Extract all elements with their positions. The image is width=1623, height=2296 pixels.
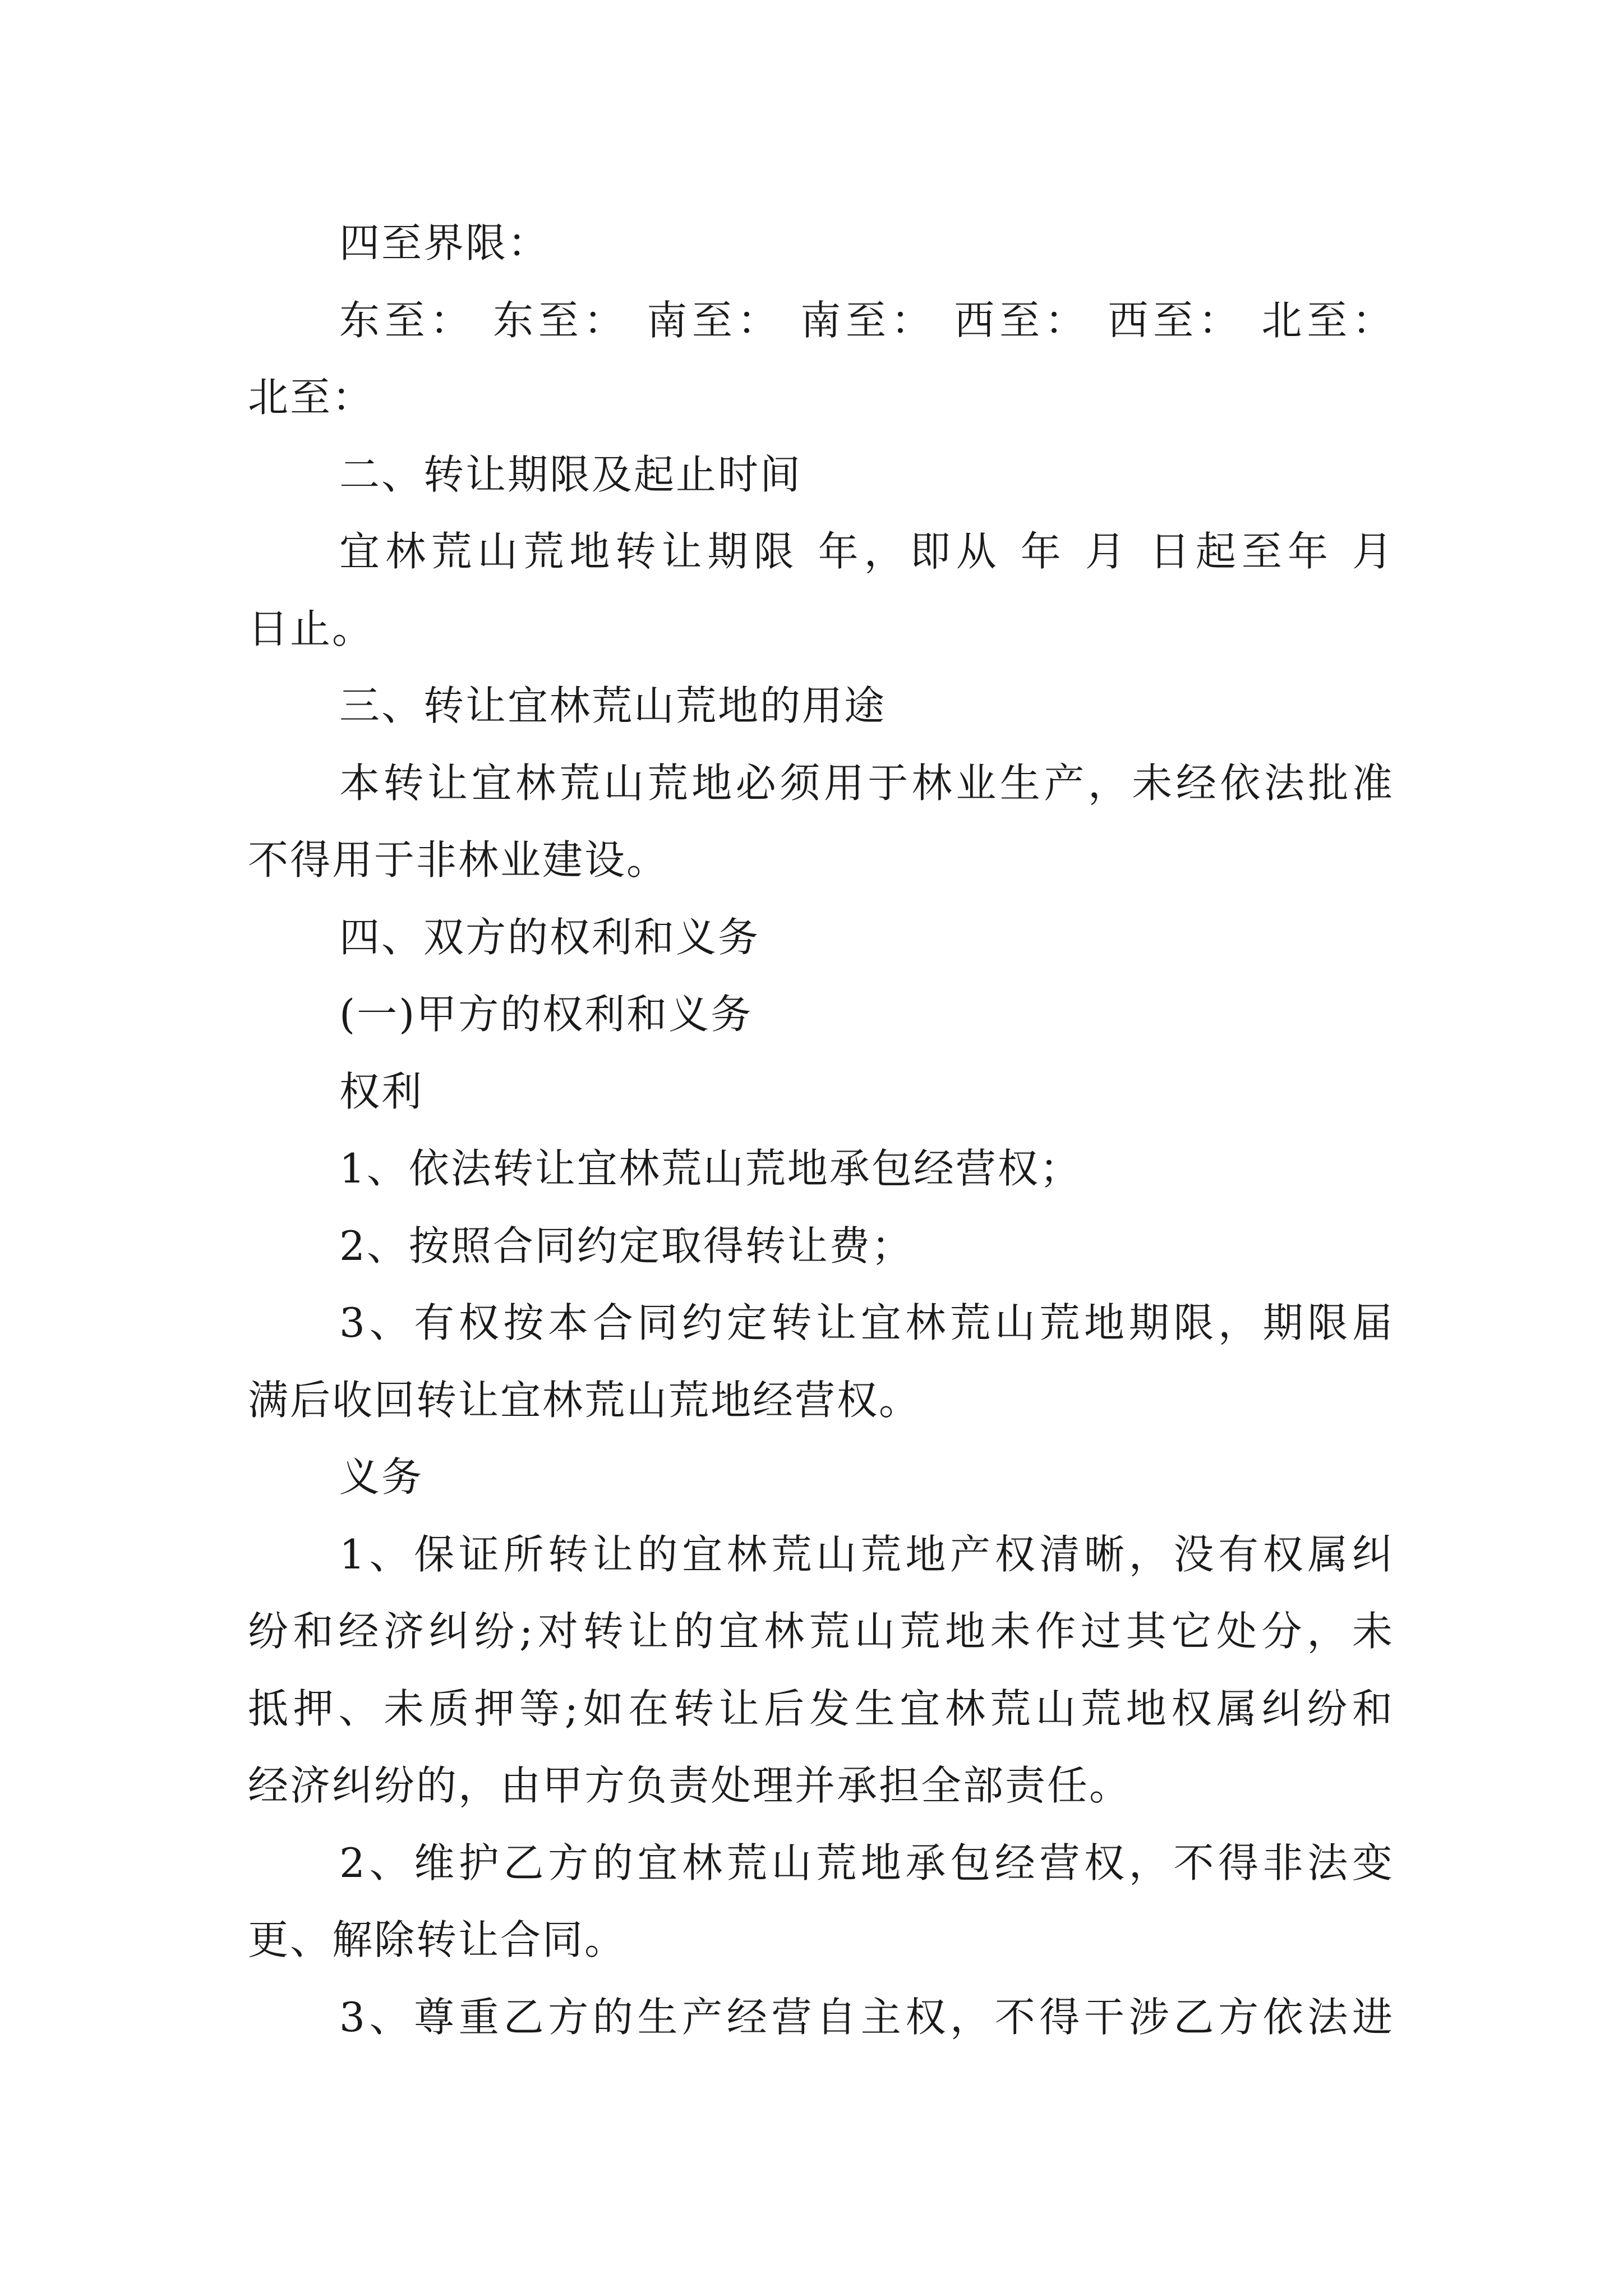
- subheading: 义务: [339, 1453, 424, 1501]
- text-line: 满后收回转让宜林荒山荒地经营权。: [248, 1376, 921, 1424]
- list-item: 3、有权按本合同约定转让宜林荒山荒地期限，期限届: [339, 1299, 1394, 1346]
- text-line: 经济纠纷的，由甲方负责处理并承担全部责任。: [248, 1762, 1132, 1809]
- subheading: 权利: [339, 1068, 424, 1115]
- text-line: 北至：: [248, 374, 375, 421]
- text-line: 四至界限：: [339, 219, 550, 266]
- section-heading: 四、双方的权利和义务: [339, 913, 760, 961]
- list-item: 2、按照合同约定取得转让费；: [339, 1222, 914, 1269]
- text-line: 宜林荒山荒地转让期限 年，即从 年 月 日起至年 月: [339, 528, 1394, 575]
- text-line: 本转让宜林荒山荒地必须用于林业生产，未经依法批准: [339, 759, 1394, 807]
- text-line: 纷和经济纠纷;对转让的宜林荒山荒地未作过其它处分，未: [248, 1608, 1394, 1655]
- text-line: 抵押、未质押等;如在转让后发生宜林荒山荒地权属纠纷和: [248, 1685, 1394, 1732]
- text-line: 日止。: [248, 605, 375, 652]
- section-heading: 三、转让宜林荒山荒地的用途: [339, 682, 887, 729]
- text-line: 东至： 东至： 南至： 南至： 西至： 西至： 北至：: [339, 296, 1394, 344]
- list-item: 1、依法转让宜林荒山荒地承包经营权；: [339, 1145, 1082, 1192]
- subsection-heading: (一)甲方的权利和义务: [339, 991, 753, 1038]
- section-heading: 二、转让期限及起止时间: [339, 450, 803, 498]
- list-item: 1、保证所转让的宜林荒山荒地产权清晰，没有权属纠: [339, 1530, 1394, 1578]
- text-line: 不得用于非林业建设。: [248, 836, 669, 884]
- text-line: 更、解除转让合同。: [248, 1916, 627, 1963]
- list-item: 3、尊重乙方的生产经营自主权，不得干涉乙方依法进: [339, 1993, 1394, 2041]
- list-item: 2、维护乙方的宜林荒山荒地承包经营权，不得非法变: [339, 1839, 1394, 1887]
